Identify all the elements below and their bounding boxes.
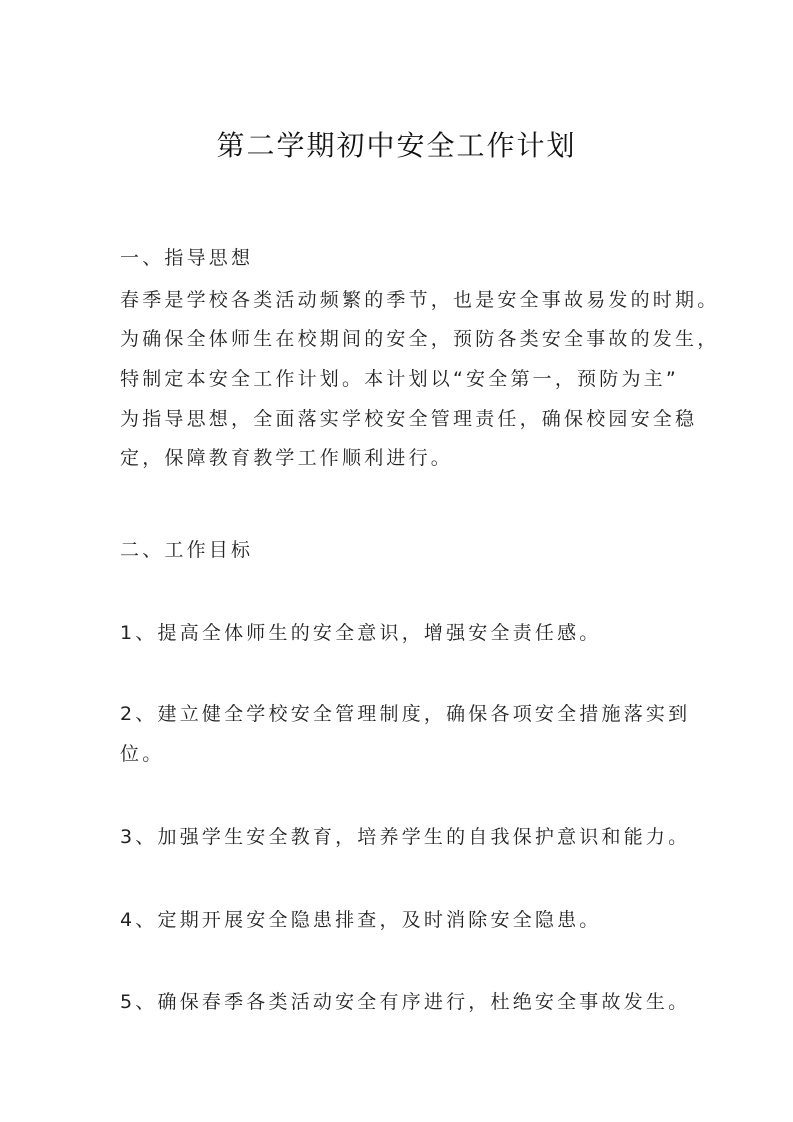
paragraph-line: 为确保全体师生在校期间的安全，预防各类安全事故的发生，: [120, 328, 720, 350]
section-heading-guiding-thought: 一、指导思想: [120, 247, 254, 269]
paragraph-line: 为指导思想，全面落实学校安全管理责任，确保校园安全稳: [120, 408, 698, 430]
section-heading-work-goals: 二、工作目标: [120, 539, 254, 561]
goal-item-3: 3、加强学生安全教育，培养学生的自我保护意识和能力。: [120, 826, 691, 848]
goal-item-2: 2、建立健全学校安全管理制度，确保各项安全措施落实到: [120, 703, 691, 725]
document-title: 第二学期初中安全工作计划: [216, 129, 577, 162]
paragraph-line: 定，保障教育教学工作顺利进行。: [120, 447, 454, 469]
goal-item-1: 1、提高全体师生的安全意识，增强安全责任感。: [120, 622, 602, 644]
goal-item-2-continued: 位。: [120, 743, 165, 765]
goal-item-5: 5、确保春季各类活动安全有序进行，杜绝安全事故发生。: [120, 991, 691, 1013]
paragraph-line: 春季是学校各类活动频繁的季节，也是安全事故易发的时期。: [120, 289, 720, 311]
goal-item-4: 4、定期开展安全隐患排查，及时消除安全隐患。: [120, 909, 602, 931]
paragraph-line: 特制定本安全工作计划。本计划以“安全第一，预防为主”: [120, 368, 679, 390]
